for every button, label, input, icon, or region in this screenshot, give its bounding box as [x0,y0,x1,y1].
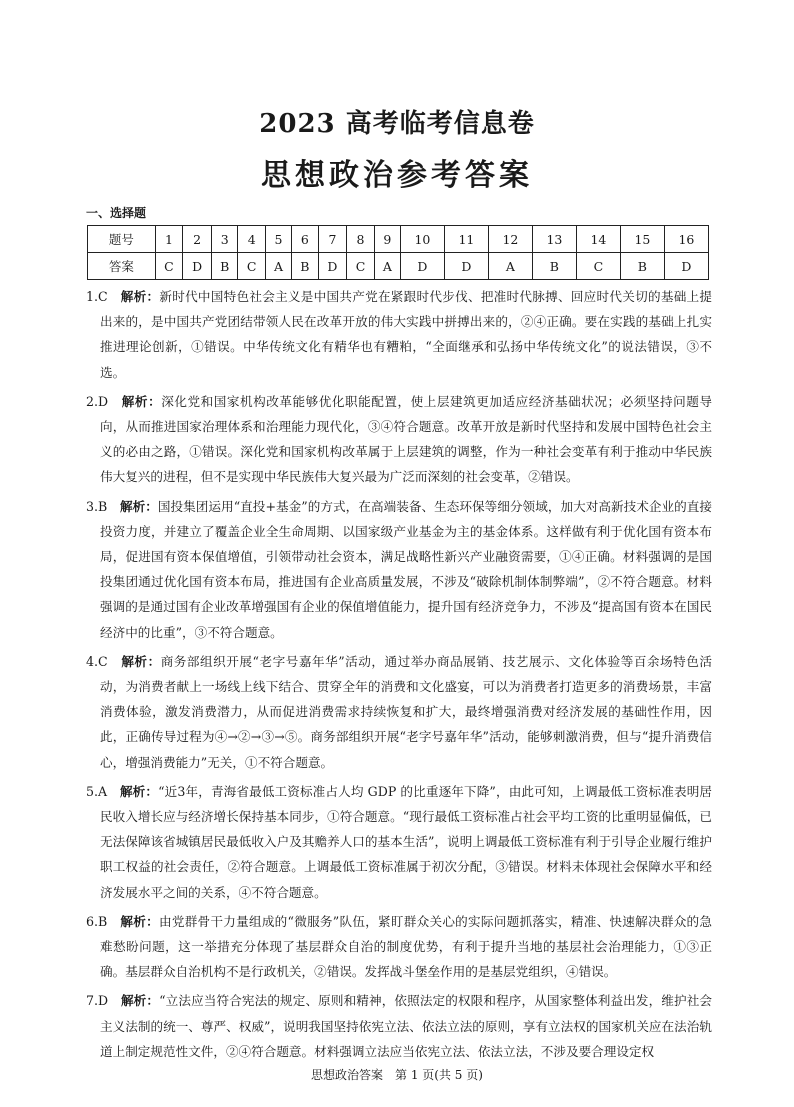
analysis-text: 商务部组织开展“老字号嘉年华”活动，通过举办商品展销、技艺展示、文化体验等百余场特色活动，为消费者献上一场线上线下结合、贯穿全年的消费和文化盛宴，可以为消费者打造更多的消费场景，丰富消费体验，激发消费潜力，从而促进消费需求持续恢复和扩大，最终增强消费对经济发展的基础性作用，因此，正确传导过程为④→②→③→⑤。商务部组织开展“老字号嘉年华”活动，能够刺激消费，但与“提升消费信心，增强消费能力”无关，①不符合题意。 [100,653,713,770]
section-heading-choice: 一、选择题 [86,206,147,220]
answer-cell: A [374,253,400,280]
answer-cell: A [265,253,291,280]
answer-cell: B [532,253,576,280]
analysis-label: 解析 [120,993,147,1009]
answer-cell: C [238,253,266,280]
question-number-cell: 16 [664,226,708,253]
answer-title: 思想政治参考答案 [261,158,533,193]
answer-cell: D [444,253,488,280]
analysis-text: 新时代中国特色社会主义是中国共产党在紧跟时代步伐、把准时代脉搏、回应时代关切的基础上提出来的，是中国共产党团结带领人民在改革开放的伟大实践中拼搏出来的，②④正确。要在实践的基础上扎实推进理论创新，①错误。中华传统文化有精华也有糟粕，“全面继承和弘扬中华传统文化”的说法错误，③不选。 [100,289,713,380]
answer-cell: D [318,253,347,280]
analysis-text: 由党群骨干力量组成的“微服务”队伍，紧盯群众关心的实际问题抓落实，精准、快速解决群众的急难愁盼问题，这一举措充分体现了基层群众自治的制度优势，有利于提升当地的基层社会治理能力，①③正确。基层群众自治机构不是行政机关，②错误。发挥战斗堡垒作用的是基层党组织，④错误。 [100,913,713,980]
answer-cell: B [292,253,319,280]
answer-cell: C [576,253,620,280]
answer-cell: B [211,253,238,280]
exam-title: 2023 高考临考信息卷 [259,109,535,139]
answer-cell: A [488,253,532,280]
question-number: 5.A [86,783,108,799]
question-number-cell: 7 [318,226,347,253]
analysis-text: “近3年，青海省最低工资标准占人均 GDP 的比重逐年下降”，由此可知，上调最低工资标准表明居民收入增长应与经济增长保持基本同步，①符合题意。“现行最低工资标准占社会平均工资的比重明显偏低，已无法保障该省城镇居民最低收入户及其赡养人口的基本生活”，说明上调最低工资标准有利于引导企业履行维护职工权益的社会责任，②符合题意。上调最低工资标准属于初次分配，③错误。材料未体现社会保障水平和经济发展水平之间的关系，④不符合题意。 [100,783,713,900]
question-number-cell: 13 [532,226,576,253]
question-number-cell: 3 [211,226,238,253]
answer-cell: C [347,253,375,280]
analysis-text: 深化党和国家机构改革能够优化职能配置，使上层建筑更加适应经济基础状况；必须坚持问题导向，从而推进国家治理体系和治理能力现代化，③④符合题意。改革开放是新时代坚持和发展中国特色社会主义的必由之路，①错误。深化党和国家机构改革属于上层建筑的调整，作为一种社会变革有利于推动中华民族伟大复兴的进程，但不是实现中华民族伟大复兴最为广泛而深刻的社会变革，②错误。 [100,393,713,485]
explanations [86,284,712,1068]
question-explanation: 6.B 解析：由党群骨干力量组成的“微服务”队伍，紧盯群众关心的实际问题抓落实，精准、快速解决群众的急难愁盼问题，这一举措充分体现了基层群众自治的制度优势，有利于提升当地的基层社会治理能力，①③正确。基层群众自治机构不是行政机关，②错误。发挥战斗堡垒作用的是基层党组织，④错误。 [86,913,713,980]
page-footer: 思想政治答案 第 1 页(共 5 页) [311,1068,483,1082]
question-number-cell: 6 [292,226,319,253]
analysis-text: “立法应当符合宪法的规定、原则和精神，依照法定的权限和程序，从国家整体利益出发，维护社会主义法制的统一、尊严、权威”，说明我国坚持依宪立法、依法立法的原则，享有立法权的国家机关应在法治轨道上制定规范性文件，②④符合题意。材料强调立法应当依宪立法、依法立法，不涉及要合理设定权 [100,993,713,1059]
question-explanation: 4.C 解析：商务部组织开展“老字号嘉年华”活动，通过举办商品展销、技艺展示、文化体验等百余场特色活动，为消费者献上一场线上线下结合、贯穿全年的消费和文化盛宴，可以为消费者打造更多的消费场景，丰富消费体验，激发消费潜力，从而促进消费需求持续恢复和扩大，最终增强消费对经济发展的基础性作用，因此，正确传导过程为④→②→③→⑤。商务部组织开展“老字号嘉年华”活动，能够刺激消费，但与“提升消费信心，增强消费能力”无关，①不符合题意。 [86,653,713,770]
question-number-cell: 15 [620,226,664,253]
answer-cell: C [155,253,183,280]
analysis-label: 解析 [119,498,146,514]
answer-cell: D [400,253,444,280]
question-number-cell: 10 [400,226,444,253]
answer-cell: D [664,253,708,280]
question-number: 2.D [86,393,109,409]
question-number-cell: 14 [576,226,620,253]
question-number-cell: 1 [155,226,183,253]
question-number: 1.C [86,289,108,304]
question-number-row [88,226,709,253]
question-explanation: 2.D 解析：深化党和国家机构改革能够优化职能配置，使上层建筑更加适应经济基础状况；必须坚持问题导向，从而推进国家治理体系和治理能力现代化，③④符合题意。改革开放是新时代坚持和发展中国特色社会主义的必由之路，①错误。深化党和国家机构改革属于上层建筑的调整，作为一种社会变革有利于推动中华民族伟大复兴的进程，但不是实现中华民族伟大复兴最为广泛而深刻的社会变革，②错误。 [86,393,713,485]
question-number: 6.B [86,913,108,929]
question-number: 3.B [86,498,108,514]
analysis-label: 解析 [120,289,147,304]
answer-row [88,253,709,280]
question-number: 4.C [86,653,108,669]
answer-cell: B [620,253,664,280]
answer-table [87,225,709,280]
question-explanation: 5.A 解析：“近3年，青海省最低工资标准占人均 GDP 的比重逐年下降”，由此可知，上调最低工资标准表明居民收入增长应与经济增长保持基本同步，①符合题意。“现行最低工资标准占社会平均工资的比重明显偏低，已无法保障该省城镇居民最低收入户及其赡养人口的基本生活”，说明上调最低工资标准有利于引导企业履行维护职工权益的社会责任，②符合题意。上调最低工资标准属于初次分配，③错误。材料未体现社会保障水平和经济发展水平之间的关系，④不符合题意。 [86,783,713,900]
question-number-cell: 5 [265,226,291,253]
analysis-text: 国投集团运用“直投+基金”的方式，在高端装备、生态环保等细分领域，加大对高新技术企业的直接投资力度，并建立了覆盖企业全生命周期、以国家级产业基金为主的基金体系。这样做有利于优化国有资本布局，促进国有资本保值增值，引领带动社会资本，满足战略性新兴产业融资需要，①④正确。材料强调的是国投集团通过优化国有资本布局，推进国有企业高质量发展，不涉及“破除机制体制弊端”，②不符合题意。材料强调的是通过国有企业改革增强国有企业的保值增值能力，提升国有经济竞争力，不涉及“提高国有资本在国民经济中的比重”，③不符合题意。 [100,498,713,640]
question-number-cell: 8 [347,226,375,253]
question-number-cell: 12 [488,226,532,253]
question-number-cell: 9 [374,226,400,253]
analysis-label: 解析 [120,913,147,929]
question-number-cell: 11 [444,226,488,253]
question-number: 7.D [86,993,109,1009]
question-number-cell: 2 [183,226,212,253]
question-explanation: 7.D 解析：“立法应当符合宪法的规定、原则和精神，依照法定的权限和程序，从国家整体利益出发，维护社会主义法制的统一、尊严、权威”，说明我国坚持依宪立法、依法立法的原则，享有立法权的国家机关应在法治轨道上制定规范性文件，②④符合题意。材料强调立法应当依宪立法、依法立法，不涉及要合理设定权 [86,993,713,1059]
question-number-cell: 4 [238,226,266,253]
analysis-label: 解析 [121,393,149,409]
question-explanation: 3.B 解析：国投集团运用“直投+基金”的方式，在高端装备、生态环保等细分领域，加大对高新技术企业的直接投资力度，并建立了覆盖企业全生命周期、以国家级产业基金为主的基金体系。这样做有利于优化国有资本布局，促进国有资本保值增值，引领带动社会资本，满足战略性新兴产业融资需要，①④正确。材料强调的是国投集团通过优化国有资本布局，推进国有企业高质量发展，不涉及“破除机制体制弊端”，②不符合题意。材料强调的是通过国有企业改革增强国有企业的保值增值能力，提升国有经济竞争力，不涉及“提高国有资本在国民经济中的比重”，③不符合题意。 [86,498,713,640]
analysis-label: 解析 [121,653,148,669]
analysis-label: 解析 [119,783,146,799]
question-explanation: 1.C 解析：新时代中国特色社会主义是中国共产党在紧跟时代步伐、把准时代脉搏、回应时代关切的基础上提出来的，是中国共产党团结带领人民在改革开放的伟大实践中拼搏出来的，②④正确。要在实践的基础上扎实推进理论创新，①错误。中华传统文化有精华也有糟粕，“全面继承和弘扬中华传统文化”的说法错误，③不选。 [86,289,713,380]
row-label-answer: 答案 [88,253,156,280]
answer-cell: D [183,253,212,280]
row-label-number: 题号 [88,226,156,253]
